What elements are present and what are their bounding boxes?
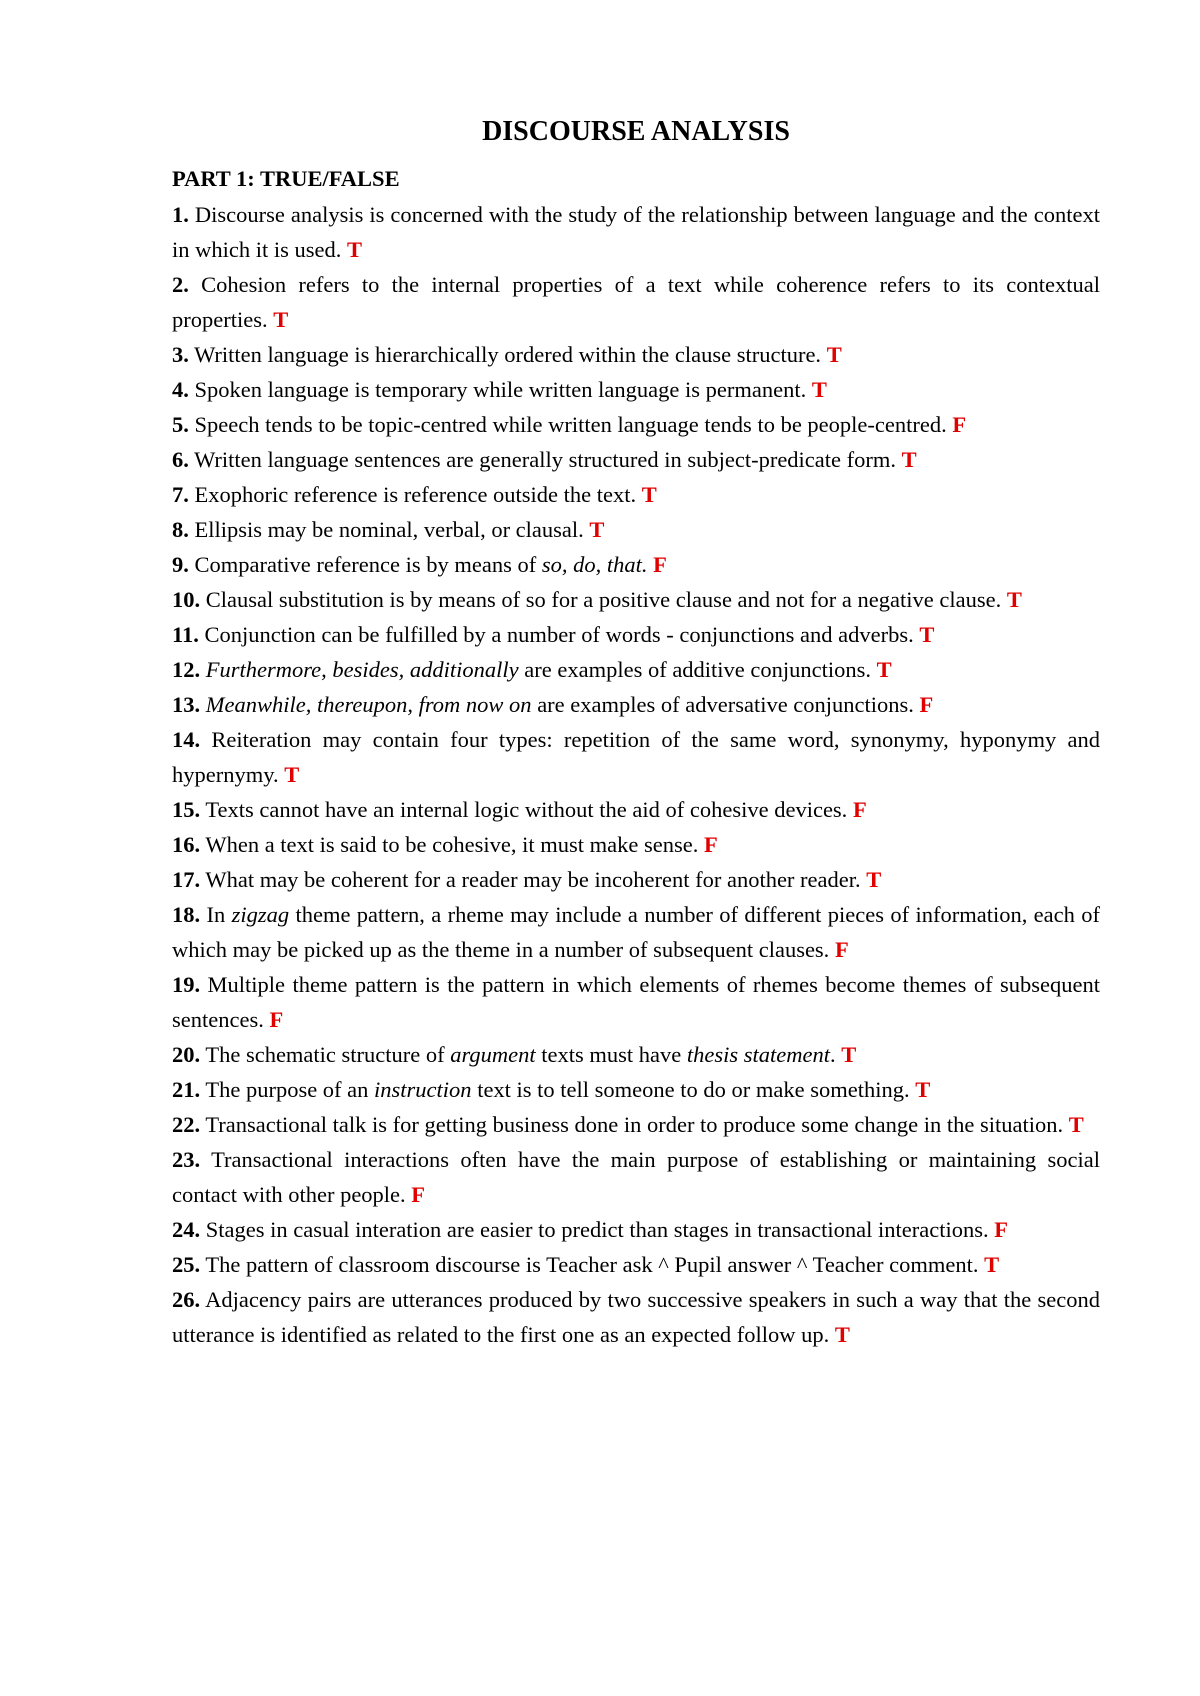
question-item <box>172 197 1100 267</box>
answer-mark: F <box>653 552 667 577</box>
question-number: 18. <box>172 902 201 927</box>
question-item <box>172 477 1100 512</box>
question-text: Written language is hierarchically ordered within the clause structure. <box>188 342 827 367</box>
question-item <box>172 967 1100 1037</box>
answer-mark: T <box>915 1077 931 1102</box>
question-number: 2. <box>172 272 189 297</box>
answer-mark: T <box>984 1252 1000 1277</box>
question-number: 6. <box>172 447 189 472</box>
question-text: Written language sentences are generally structured in subject-predicate form. <box>188 447 902 472</box>
question-text: Stages in casual interation are easier to predict than stages in transactional interactions. <box>200 1217 995 1242</box>
question-text: Adjacency pairs are utterances produced by two successive speakers in such a way that the second utterance is identified as related to the first one as an expected follow up. <box>172 1287 1100 1347</box>
question-item <box>172 1107 1100 1142</box>
question-item <box>172 512 1100 547</box>
question-text: Discourse analysis is concerned with the study of the relationship between language and the context in which it is used. <box>172 202 1100 262</box>
question-text: When a text is said to be cohesive, it must make sense. <box>200 832 704 857</box>
answer-mark: F <box>834 937 849 962</box>
answer-mark: F <box>919 692 934 717</box>
question-text: Conjunction can be fulfilled by a number of words - conjunctions and adverbs. <box>198 622 920 647</box>
answer-mark: T <box>866 867 882 892</box>
question-item <box>172 407 1100 442</box>
question-number: 14. <box>172 727 201 752</box>
question-number: 24. <box>172 1217 201 1242</box>
document-page <box>172 112 1100 1352</box>
question-text: Ellipsis may be nominal, verbal, or clausal. <box>188 517 590 542</box>
answer-mark: T <box>273 307 289 332</box>
question-item <box>172 617 1100 652</box>
question-text: Exophoric reference is reference outside the text. <box>188 482 642 507</box>
question-text: texts must have <box>535 1042 687 1067</box>
question-list <box>172 197 1100 1352</box>
question-text: . <box>830 1042 842 1067</box>
answer-mark: T <box>834 1322 850 1347</box>
question-text: Multiple theme pattern is the pattern in which elements of rhemes become themes of subsequent sentences. <box>172 972 1100 1032</box>
question-number: 9. <box>172 552 189 577</box>
question-item <box>172 1212 1100 1247</box>
question-text: Spoken language is temporary while written language is permanent. <box>188 377 812 402</box>
question-item <box>172 722 1100 792</box>
question-item <box>172 897 1100 967</box>
question-text: Cohesion refers to the internal properties of a text while coherence refers to its contextual properties. <box>172 272 1100 332</box>
question-number: 17. <box>172 867 201 892</box>
question-text-italic: instruction <box>374 1077 472 1102</box>
answer-mark: T <box>1006 587 1022 612</box>
question-text: The schematic structure of <box>200 1042 451 1067</box>
answer-mark: F <box>411 1182 426 1207</box>
answer-mark: T <box>1068 1112 1084 1137</box>
question-text: Comparative reference is by means of <box>188 552 542 577</box>
question-item <box>172 267 1100 337</box>
question-number: 4. <box>172 377 189 402</box>
question-text-italic: Meanwhile, thereupon, from now on <box>205 692 532 717</box>
question-number: 21. <box>172 1077 201 1102</box>
question-number: 19. <box>172 972 201 997</box>
question-text-italic: argument <box>450 1042 536 1067</box>
answer-mark: F <box>703 832 718 857</box>
answer-mark: T <box>876 657 892 682</box>
question-number: 10. <box>172 587 201 612</box>
question-number: 13. <box>172 692 201 717</box>
question-text-italic: thesis statement <box>686 1042 831 1067</box>
question-text: theme pattern, a rheme may include a number of different pieces of information, each of which may be picked up as the theme in a number of subsequent clauses. <box>172 902 1100 962</box>
answer-mark: F <box>852 797 867 822</box>
question-number: 26. <box>172 1287 201 1312</box>
question-item <box>172 652 1100 687</box>
question-number: 23. <box>172 1147 201 1172</box>
question-number: 12. <box>172 657 201 682</box>
question-item <box>172 1247 1100 1282</box>
question-item <box>172 1037 1100 1072</box>
question-text: The pattern of classroom discourse is Teacher ask ^ Pupil answer ^ Teacher comment. <box>200 1252 985 1277</box>
question-text: What may be coherent for a reader may be incoherent for another reader. <box>200 867 867 892</box>
question-item <box>172 442 1100 477</box>
question-number: 1. <box>172 202 189 227</box>
answer-mark: T <box>641 482 657 507</box>
question-text: Texts cannot have an internal logic without the aid of cohesive devices. <box>200 797 853 822</box>
answer-mark: T <box>841 1042 857 1067</box>
question-number: 22. <box>172 1112 201 1137</box>
answer-mark: F <box>952 412 967 437</box>
answer-mark: T <box>589 517 605 542</box>
page-title: DISCOURSE ANALYSIS <box>482 116 790 147</box>
question-item <box>172 1282 1100 1352</box>
answer-mark: T <box>284 762 300 787</box>
question-item <box>172 862 1100 897</box>
question-item <box>172 372 1100 407</box>
question-text: are examples of additive conjunctions. <box>518 657 877 682</box>
question-number: 11. <box>172 622 199 647</box>
question-text: The purpose of an <box>200 1077 375 1102</box>
answer-mark: F <box>269 1007 284 1032</box>
question-item <box>172 827 1100 862</box>
question-number: 5. <box>172 412 189 437</box>
answer-mark: T <box>919 622 935 647</box>
question-number: 25. <box>172 1252 201 1277</box>
question-item <box>172 582 1100 617</box>
answer-mark: F <box>994 1217 1008 1242</box>
answer-mark: T <box>811 377 827 402</box>
question-text: Transactional interactions often have the main purpose of establishing or maintaining social contact with other people. <box>172 1147 1100 1207</box>
question-number: 3. <box>172 342 189 367</box>
question-number: 20. <box>172 1042 201 1067</box>
answer-mark: T <box>826 342 842 367</box>
question-text: are examples of adversative conjunctions. <box>531 692 920 717</box>
question-item <box>172 1142 1100 1212</box>
question-text: Speech tends to be topic-centred while written language tends to be people-centred. <box>188 412 953 437</box>
question-item <box>172 547 1100 582</box>
question-text: text is to tell someone to do or make something. <box>471 1077 916 1102</box>
question-item <box>172 687 1100 722</box>
question-item <box>172 1072 1100 1107</box>
answer-mark: T <box>901 447 917 472</box>
answer-mark: T <box>347 237 363 262</box>
question-number: 16. <box>172 832 201 857</box>
question-text: Clausal substitution is by means of so for a positive clause and not for a negative clause. <box>200 587 1007 612</box>
question-text: Reiteration may contain four types: repetition of the same word, synonymy, hyponymy and hypernymy. <box>172 727 1100 787</box>
question-text: In <box>200 902 232 927</box>
question-number: 15. <box>172 797 201 822</box>
question-item <box>172 337 1100 372</box>
question-text-italic: zigzag <box>231 902 290 927</box>
question-text-italic: so, do, that. <box>541 552 648 577</box>
question-number: 7. <box>172 482 189 507</box>
question-text: Transactional talk is for getting business done in order to produce some change in the situation. <box>200 1112 1069 1137</box>
question-item <box>172 792 1100 827</box>
question-text-italic: Furthermore, besides, additionally <box>205 657 519 682</box>
part-heading: PART 1: TRUE/FALSE <box>172 166 400 191</box>
question-number: 8. <box>172 517 189 542</box>
